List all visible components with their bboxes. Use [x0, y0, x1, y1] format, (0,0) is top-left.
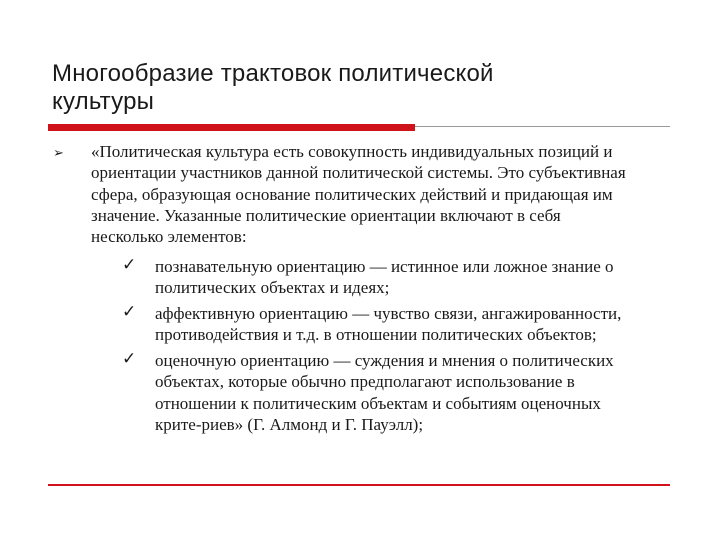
- list-item-line: познавательную ориентацию — истинное или ложное знание о: [155, 257, 614, 276]
- list-item: [155, 256, 675, 299]
- main-paragraph: [91, 141, 671, 247]
- arrow-bullet-icon: ➢: [53, 146, 64, 161]
- title-line: Многообразие трактовок политической: [52, 60, 494, 87]
- list-item-line: политических объектах и идеях;: [155, 278, 390, 298]
- list-item-line: отношении к политическим объектам и событиям оценочных: [155, 393, 601, 413]
- paragraph-line: «Политическая культура есть совокупность индивидуальных позиций и: [91, 142, 613, 161]
- paragraph-line: сфера, образующая основание политических действий и придающая им: [91, 184, 613, 204]
- checkmark-icon: ✓: [122, 349, 137, 369]
- checkmark-icon: ✓: [122, 255, 137, 275]
- title-underline-red: [48, 124, 415, 131]
- list-item-line: крите-риев» (Г. Алмонд и Г. Пауэлл);: [155, 414, 424, 434]
- list-item-line: противодействия и т.д. в отношении политических объектов;: [155, 325, 597, 345]
- list-item-line: оценочную ориентацию — суждения и мнения о политических: [155, 351, 614, 370]
- list-item-line: аффективную ориентацию — чувство связи, ангажированности,: [155, 304, 622, 323]
- slide-title: [52, 60, 672, 116]
- paragraph-line: значение. Указанные политические ориентации включают в себя: [91, 205, 561, 225]
- paragraph-line: несколько элементов:: [91, 227, 247, 247]
- list-item: [155, 303, 675, 346]
- title-line: культуры: [52, 88, 155, 115]
- checkmark-icon: ✓: [122, 302, 137, 322]
- title-underline-gray: [415, 126, 670, 127]
- paragraph-line: ориентации участников данной политической системы. Это субъективная: [91, 163, 626, 183]
- list-item-line: объектах, которые обычно предполагают использование в: [155, 372, 575, 392]
- footer-rule-red: [48, 484, 670, 486]
- list-item: [155, 350, 675, 435]
